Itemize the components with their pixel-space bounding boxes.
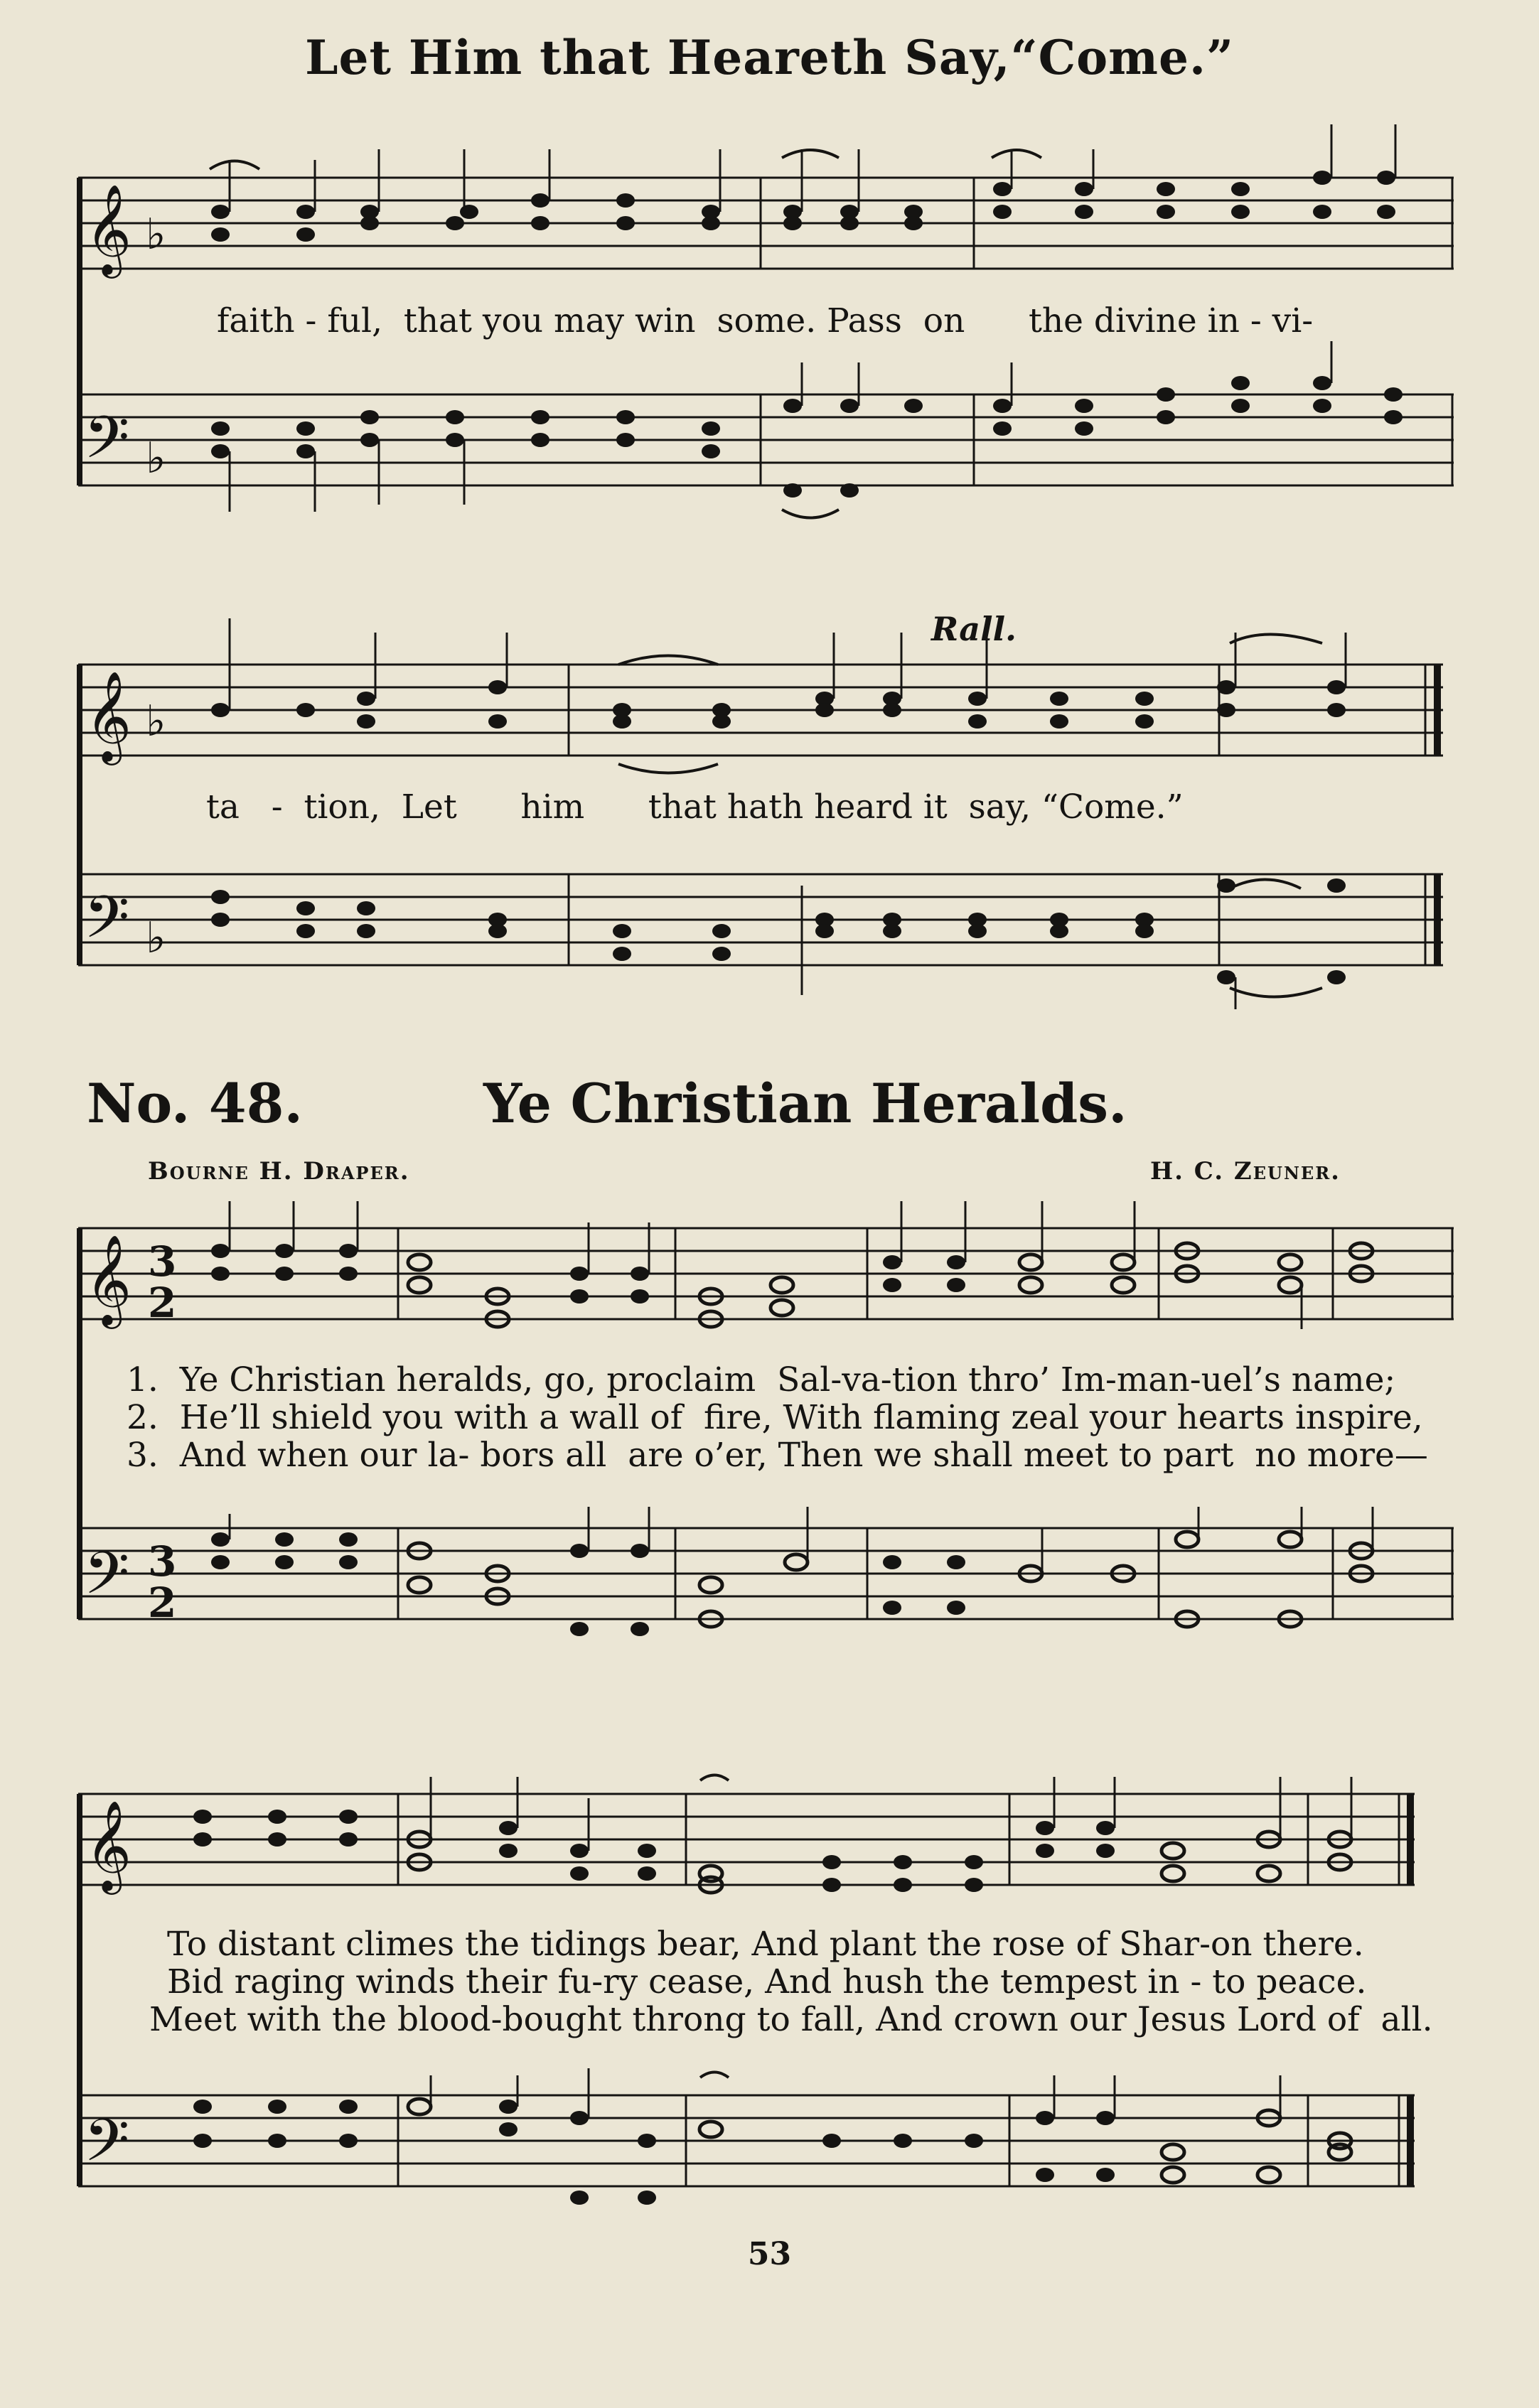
svg-text:𝄢: 𝄢 — [84, 1539, 130, 1622]
svg-text:𝄞: 𝄞 — [85, 670, 132, 761]
svg-text:𝄢: 𝄢 — [84, 2106, 130, 2189]
lyric-line-system-1: faith - ful, that you may win some. Pass on the divine in - vi- — [217, 301, 1314, 340]
svg-text:𝄞: 𝄞 — [85, 1234, 132, 1325]
svg-text:2: 2 — [148, 1579, 177, 1627]
staff-system-2-treble — [78, 665, 1443, 756]
verse-1-line-b: To distant climes the tidings bear, And plant the rose of Shar-on there. — [167, 1925, 1364, 1964]
treble-clef-icon: 𝄞 — [85, 183, 132, 274]
svg-text:𝄞: 𝄞 — [85, 1800, 132, 1891]
svg-text:♭: ♭ — [146, 210, 166, 259]
verses-block-2 — [149, 1925, 1433, 2039]
staff-system-2-bass — [78, 874, 1443, 965]
svg-text:♭: ♭ — [146, 434, 166, 483]
hymn-title: Ye Christian Heralds. — [483, 1072, 1127, 1135]
page-number: 53 — [747, 2236, 792, 2272]
svg-text:2: 2 — [148, 1279, 177, 1327]
verse-2-line-a: 2. He’ll shield you with a wall of fire, With flaming zeal your hearts inspire, — [127, 1398, 1423, 1437]
verse-1-line-a: 1. Ye Christian heralds, go, proclaim Sal-va-tion thro’ Im-man-uel’s name; — [127, 1360, 1396, 1399]
lyric-line-system-2: ta - tion, Let him that hath heard it say, “Come.” — [206, 788, 1184, 827]
bass-clef-icon: 𝄢 — [84, 403, 130, 486]
svg-text:♭: ♭ — [146, 697, 166, 746]
svg-text:3: 3 — [148, 1237, 177, 1286]
song-title-let-him: Let Him that Heareth Say,“Come.” — [305, 30, 1234, 85]
lyricist-credit: Bourne H. Draper. — [148, 1157, 410, 1186]
hymn-number: No. 48. — [87, 1072, 303, 1135]
svg-text:♭: ♭ — [146, 913, 166, 963]
tempo-marking: Rall. — [931, 610, 1017, 648]
svg-text:3: 3 — [148, 1537, 177, 1586]
verses-block-1 — [127, 1360, 1428, 1475]
verse-2-line-b: Bid raging winds their fu-ry cease, And hush the tempest in - to peace. — [167, 1962, 1367, 2001]
verse-3-line-b: Meet with the blood-bought throng to fall, And crown our Jesus Lord of all. — [149, 2000, 1433, 2039]
verse-3-line-a: 3. And when our la- bors all are o’er, Then we shall meet to part no more— — [127, 1436, 1428, 1475]
composer-credit: H. C. Zeuner. — [1150, 1157, 1341, 1186]
note-heads — [193, 171, 1403, 2205]
svg-text:𝄢: 𝄢 — [84, 883, 130, 966]
